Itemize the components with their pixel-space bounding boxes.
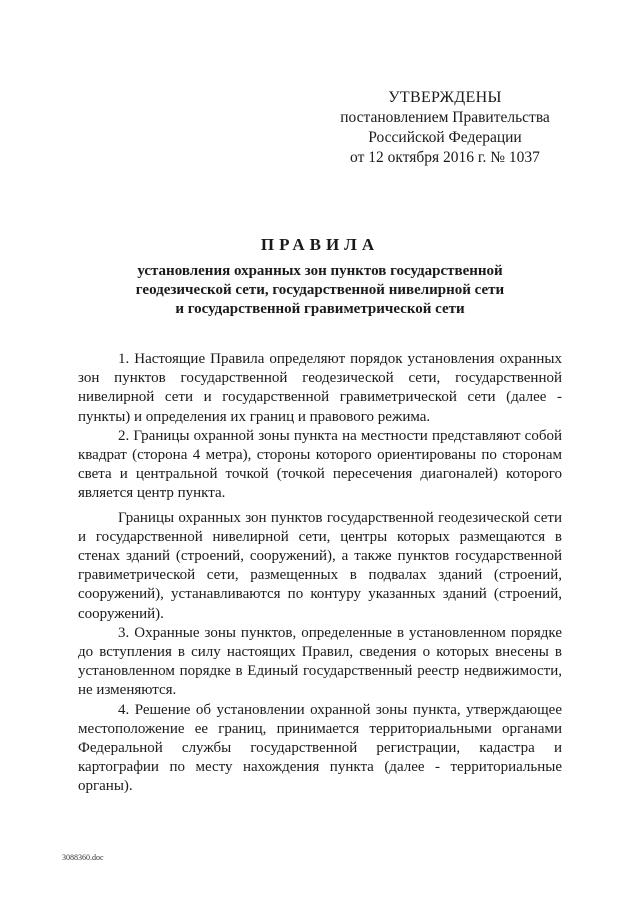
paragraph-1: 1. Настоящие Правила определяют порядок установления охранных зон пунктов государственной геодезической сети, государственной нивелирной сети и государственной гравиметрической сети (далее - пункты) и определения их границ и правового режима. xyxy=(78,351,562,425)
document-body xyxy=(78,350,562,797)
paragraph-5: 4. Решение об установлении охранной зоны пункта, утверждающее местоположение ее границ, принимается территориальными органами Федеральной службы государственной регистрации, кадастра и картографии по месту нахождения пункта (далее - территориальные органы). xyxy=(78,701,562,795)
paragraph-4: 3. Охранные зоны пунктов, определенные в установленном порядке до вступления в силу настоящих Правил, сведения о которых внесены в установленном порядке в Единый государственный реестр недвижимости, не изменяются. xyxy=(78,624,562,699)
subtitle-line-2: геодезической сети, государственной нивелирной сети xyxy=(135,282,505,298)
subtitle-line-3: и государственной гравиметрической сети xyxy=(175,301,465,317)
document-subtitle xyxy=(110,262,530,319)
approval-line-2: Российской Федерации xyxy=(368,129,522,146)
footer-doc-name: 3088360.doc xyxy=(62,853,104,862)
subtitle-line-1: установления охранных зон пунктов государственной xyxy=(137,263,503,279)
document-title: ПРАВИЛА xyxy=(260,235,380,254)
approval-line-1: постановлением Правительства xyxy=(340,109,550,126)
paragraph-2: 2. Границы охранной зоны пункта на местности представляют собой квадрат (сторона 4 метра), стороны которого ориентированы по сторонам света и центральной точкой (точкой пересечения диагоналей) которого является центр пункта. xyxy=(78,427,562,502)
approval-title: УТВЕРЖДЕНЫ xyxy=(388,89,502,106)
paragraph-3: Границы охранных зон пунктов государственной геодезической сети и государственной нивелирной сети, центры которых размещаются в стенах зданий (строений, сооружений), а также пунктов государственной гравиметрической сети, размещенных в подвалах зданий (строений, сооружений), устанавливаются по контуру указанных зданий (строений, сооружений). xyxy=(78,509,562,622)
approval-block xyxy=(330,88,560,168)
approval-line-3: от 12 октября 2016 г. № 1037 xyxy=(350,149,540,166)
